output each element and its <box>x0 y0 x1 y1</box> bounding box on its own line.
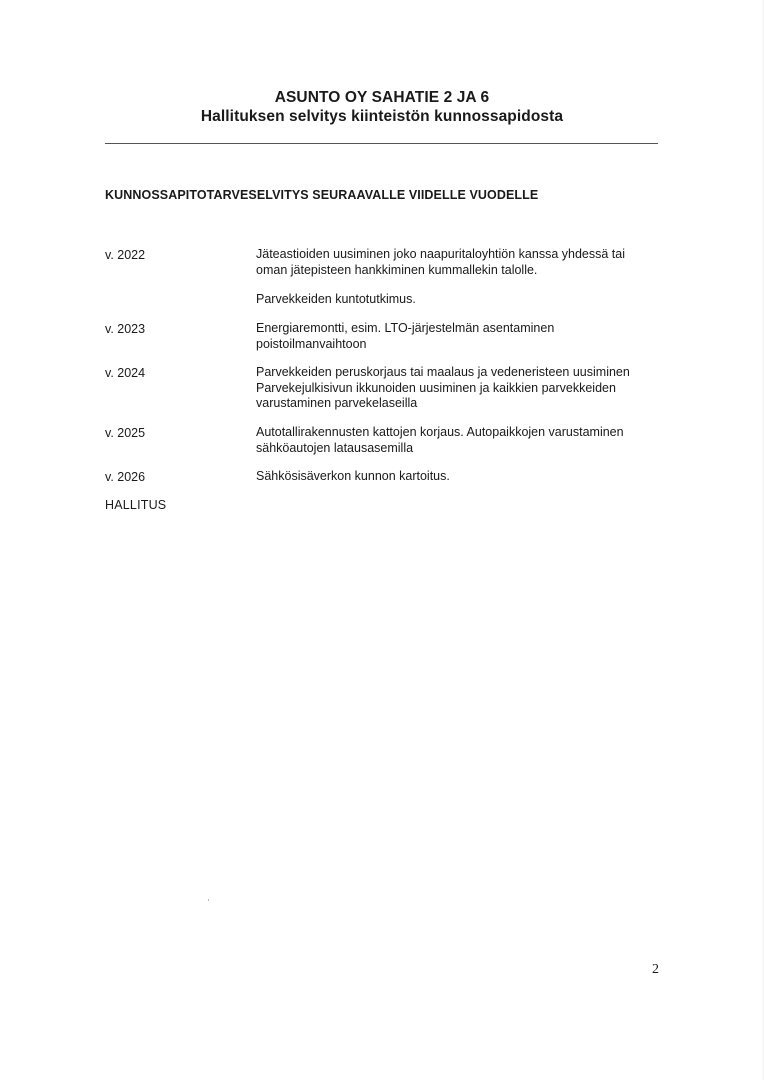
entry-description <box>256 292 651 308</box>
entry-description-line: sähköautojen latausasemilla <box>256 440 414 455</box>
entry-description <box>256 321 651 352</box>
entry-description-line: Parvekkeiden peruskorjaus tai maalaus ja vedeneristeen uusiminen <box>256 365 630 379</box>
page-number: 2 <box>652 962 659 977</box>
entry-description-line: poistoilmanvaihtoon <box>256 336 367 351</box>
entry-description <box>256 365 651 412</box>
entry-description-line: Jäteastioiden uusiminen joko naapuritaloyhtiön kanssa yhdessä tai <box>256 247 625 261</box>
signature-closing: HALLITUS <box>105 498 167 512</box>
entry-description-line: Energiaremontti, esim. LTO-järjestelmän asentaminen <box>256 321 555 335</box>
document-title: ASUNTO OY SAHATIE 2 JA 6 <box>274 89 490 106</box>
entry-description <box>256 425 651 456</box>
entry-description <box>256 247 651 278</box>
document-subtitle: Hallituksen selvitys kiinteistön kunnossapidosta <box>200 108 564 125</box>
entry-description <box>256 469 651 485</box>
entry-description-line: Parvekejulkisivun ikkunoiden uusiminen ja kaikkien parvekkeiden <box>256 380 616 395</box>
entry-description-line: Sähkösisäverkon kunnon kartoitus. <box>256 469 450 483</box>
entry-description-line: varustaminen parvekelaseilla <box>256 396 418 410</box>
entry-year: v. 2023 <box>105 322 146 336</box>
entry-description-line: Autotallirakennusten kattojen korjaus. Autopaikkojen varustaminen <box>256 425 624 439</box>
entry-year: v. 2025 <box>105 426 146 440</box>
entry-year: v. 2026 <box>105 470 146 484</box>
entry-description-line: oman jätepisteen hankkiminen kummallekin talolle. <box>256 262 538 277</box>
scan-speck <box>208 899 209 901</box>
header-divider <box>105 143 658 144</box>
entry-year: v. 2022 <box>105 248 146 262</box>
entry-description-line: Parvekkeiden kuntotutkimus. <box>256 292 416 306</box>
entry-year: v. 2024 <box>105 366 146 380</box>
section-heading: KUNNOSSAPITOTARVESELVITYS SEURAAVALLE VIIDELLE VUODELLE <box>105 188 539 202</box>
